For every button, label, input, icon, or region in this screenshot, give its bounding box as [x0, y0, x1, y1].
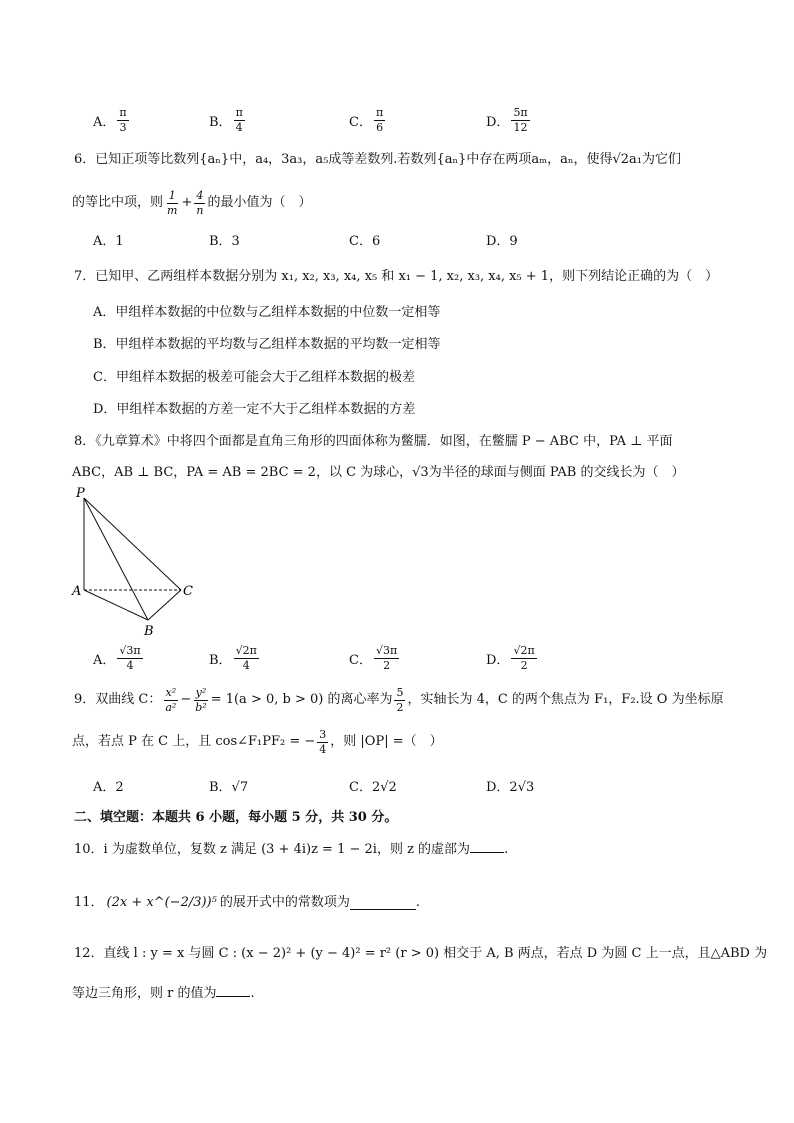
q8-options — [93, 638, 713, 678]
q6-option-d[interactable]: D．9 — [486, 233, 518, 249]
q9-line1 — [74, 683, 724, 717]
q11-line — [74, 887, 420, 919]
edge-pc — [84, 498, 181, 590]
q5-option-d[interactable] — [486, 100, 532, 140]
q8-tetrahedron-figure — [68, 484, 208, 642]
edge-bc — [148, 590, 181, 620]
fraction-cos-value: $\frac{3}{4}$ — [319, 727, 327, 756]
q9-option-b[interactable]: B．√7 — [209, 779, 249, 795]
q7-option-a[interactable]: A．甲组样本数据的中位数与乙组样本数据的中位数一定相等 — [93, 305, 441, 320]
q10-end: . — [504, 842, 509, 857]
q9-option-a[interactable]: A．2 — [93, 779, 124, 795]
q12-answer-blank[interactable] — [216, 984, 250, 997]
q11-end: . — [415, 895, 420, 910]
label-c: C — [183, 584, 193, 599]
option-label: D． — [486, 652, 510, 668]
q7-option-c[interactable]: C．甲组样本数据的极差可能会大于乙组样本数据的极差 — [93, 370, 415, 385]
q9-option-c[interactable]: C．2√2 — [349, 779, 397, 795]
option-label: C． — [349, 114, 372, 130]
q11-pre: 11． — [74, 895, 104, 910]
q8-option-c[interactable] — [349, 638, 401, 678]
q8-line2: ABC，AB ⊥ BC，PA = AB = 2BC = 2，以 C 为球心，√3为半径的球面与侧面 PAB 的交线长为（ ） — [72, 465, 685, 480]
q8-option-a[interactable] — [93, 638, 145, 678]
q11-post: 的展开式中的常数项为 — [219, 895, 350, 910]
q9-pre: 9．双曲线 C： — [74, 692, 162, 707]
q9-line2-pre: 点，若点 P 在 C 上，且 cos∠F₁PF₂ = − — [72, 734, 316, 749]
minus-sign: − — [180, 692, 192, 707]
option-label: C． — [349, 652, 372, 668]
q6-line2 — [72, 188, 311, 218]
option-label: A． — [93, 114, 116, 130]
fraction: $\frac{√3\pi}{2}$ — [375, 643, 398, 672]
fraction: $\frac{\pi}{4}$ — [235, 105, 243, 134]
option-label: D． — [486, 114, 510, 130]
q6-option-c[interactable]: C．6 — [349, 233, 381, 249]
fraction-4-over-n: $\frac{4}{n}$ — [196, 188, 204, 217]
plus-sign: + — [181, 195, 193, 210]
q9-post: ，实轴长为 4，C 的两个焦点为 F₁，F₂.设 O 为坐标原 — [407, 692, 724, 707]
fraction: $\frac{√2\pi}{4}$ — [235, 643, 257, 672]
q5-option-a[interactable] — [93, 100, 131, 140]
q11-answer-blank[interactable] — [350, 897, 416, 910]
q7-stem: 7．已知甲、乙两组样本数据分别为 x₁, x₂, x₃, x₄, x₅ 和 x₁ − 1, x₂, x₃, x₄, x₅ + 1，则下列结论正确的为（ ） — [74, 269, 719, 284]
q9-line2-post: ，则 |OP| =（ ） — [330, 734, 443, 749]
q8-option-b[interactable] — [209, 638, 261, 678]
q6-option-b[interactable]: B．3 — [209, 233, 240, 249]
q10-text: 10．i 为虚数单位，复数 z 满足 (3 + 4i)z = 1 − 2i，则 z 的虚部为 — [74, 842, 471, 857]
edge-ab — [84, 590, 148, 620]
q12-line2 — [72, 984, 255, 1004]
q10-answer-blank[interactable] — [470, 840, 504, 853]
q9-line2 — [72, 725, 443, 759]
q10-line — [74, 840, 508, 860]
fraction: $\frac{√2\pi}{2}$ — [513, 643, 535, 672]
q6-line2-post: 的最小值为（ ） — [207, 195, 312, 210]
q5-option-c[interactable] — [349, 100, 387, 140]
q6-line1: 6．已知正项等比数列{aₙ}中，a₄，3a₃，a₅成等差数列.若数列{aₙ}中存在两项aₘ，aₙ，使得√2a₁为它们 — [74, 152, 682, 167]
edge-pb — [84, 498, 148, 620]
q5-options — [93, 100, 713, 140]
q8-option-d[interactable] — [486, 638, 539, 678]
option-label: A． — [93, 652, 116, 668]
label-b: B — [144, 624, 154, 639]
q6-options — [93, 228, 713, 250]
q12-end: . — [250, 986, 255, 1001]
section-title-fill-in: 二、填空题：本题共 6 小题，每小题 5 分，共 30 分。 — [74, 810, 398, 825]
q7-option-d[interactable]: D．甲组样本数据的方差一定不大于乙组样本数据的方差 — [93, 402, 416, 417]
option-label: B． — [209, 114, 232, 130]
fraction-1-over-m: $\frac{1}{m}$ — [167, 188, 178, 217]
fraction-eccentricity: $\frac{5}{2}$ — [396, 685, 404, 714]
q12-text2: 等边三角形，则 r 的值为 — [72, 986, 217, 1001]
fraction-y2-over-b2: $\frac{\text{y²}}{\text{b²}}$ — [195, 685, 207, 714]
label-a: A — [72, 584, 82, 599]
fraction-x2-over-a2: $\frac{\text{x²}}{\text{a²}}$ — [165, 685, 177, 714]
q12-line1: 12．直线 l : y = x 与圆 C : (x − 2)² + (y − 4)² = r² (r > 0) 相交于 A, B 两点，若点 D 为圆 C 上一点，且△ABD 为 — [74, 946, 768, 961]
fraction: $\frac{5\pi}{12}$ — [513, 105, 528, 134]
fraction: $\frac{√3\pi}{4}$ — [119, 643, 141, 672]
q7-option-b[interactable]: B．甲组样本数据的平均数与乙组样本数据的平均数一定相等 — [93, 337, 441, 352]
q11-expression: (2x + x^(−2/3))⁵ — [106, 895, 217, 910]
q6-option-a[interactable]: A．1 — [93, 233, 124, 249]
q5-option-b[interactable] — [209, 100, 247, 140]
q9-mid: = 1(a > 0, b > 0) 的离心率为 — [210, 692, 393, 707]
q9-option-d[interactable]: D．2√3 — [486, 779, 535, 795]
q6-line2-pre: 的等比中项，则 — [72, 195, 164, 210]
q9-options — [93, 774, 713, 796]
q8-line1: 8．《九章算术》中将四个面都是直角三角形的四面体称为鳖臑．如图，在鳖臑 P − ABC 中，PA ⊥ 平面 — [74, 434, 673, 449]
option-label: B． — [209, 652, 232, 668]
fraction: $\frac{\pi}{3}$ — [119, 105, 127, 134]
fraction: $\frac{\pi}{6}$ — [375, 105, 384, 134]
label-p: P — [76, 486, 85, 501]
